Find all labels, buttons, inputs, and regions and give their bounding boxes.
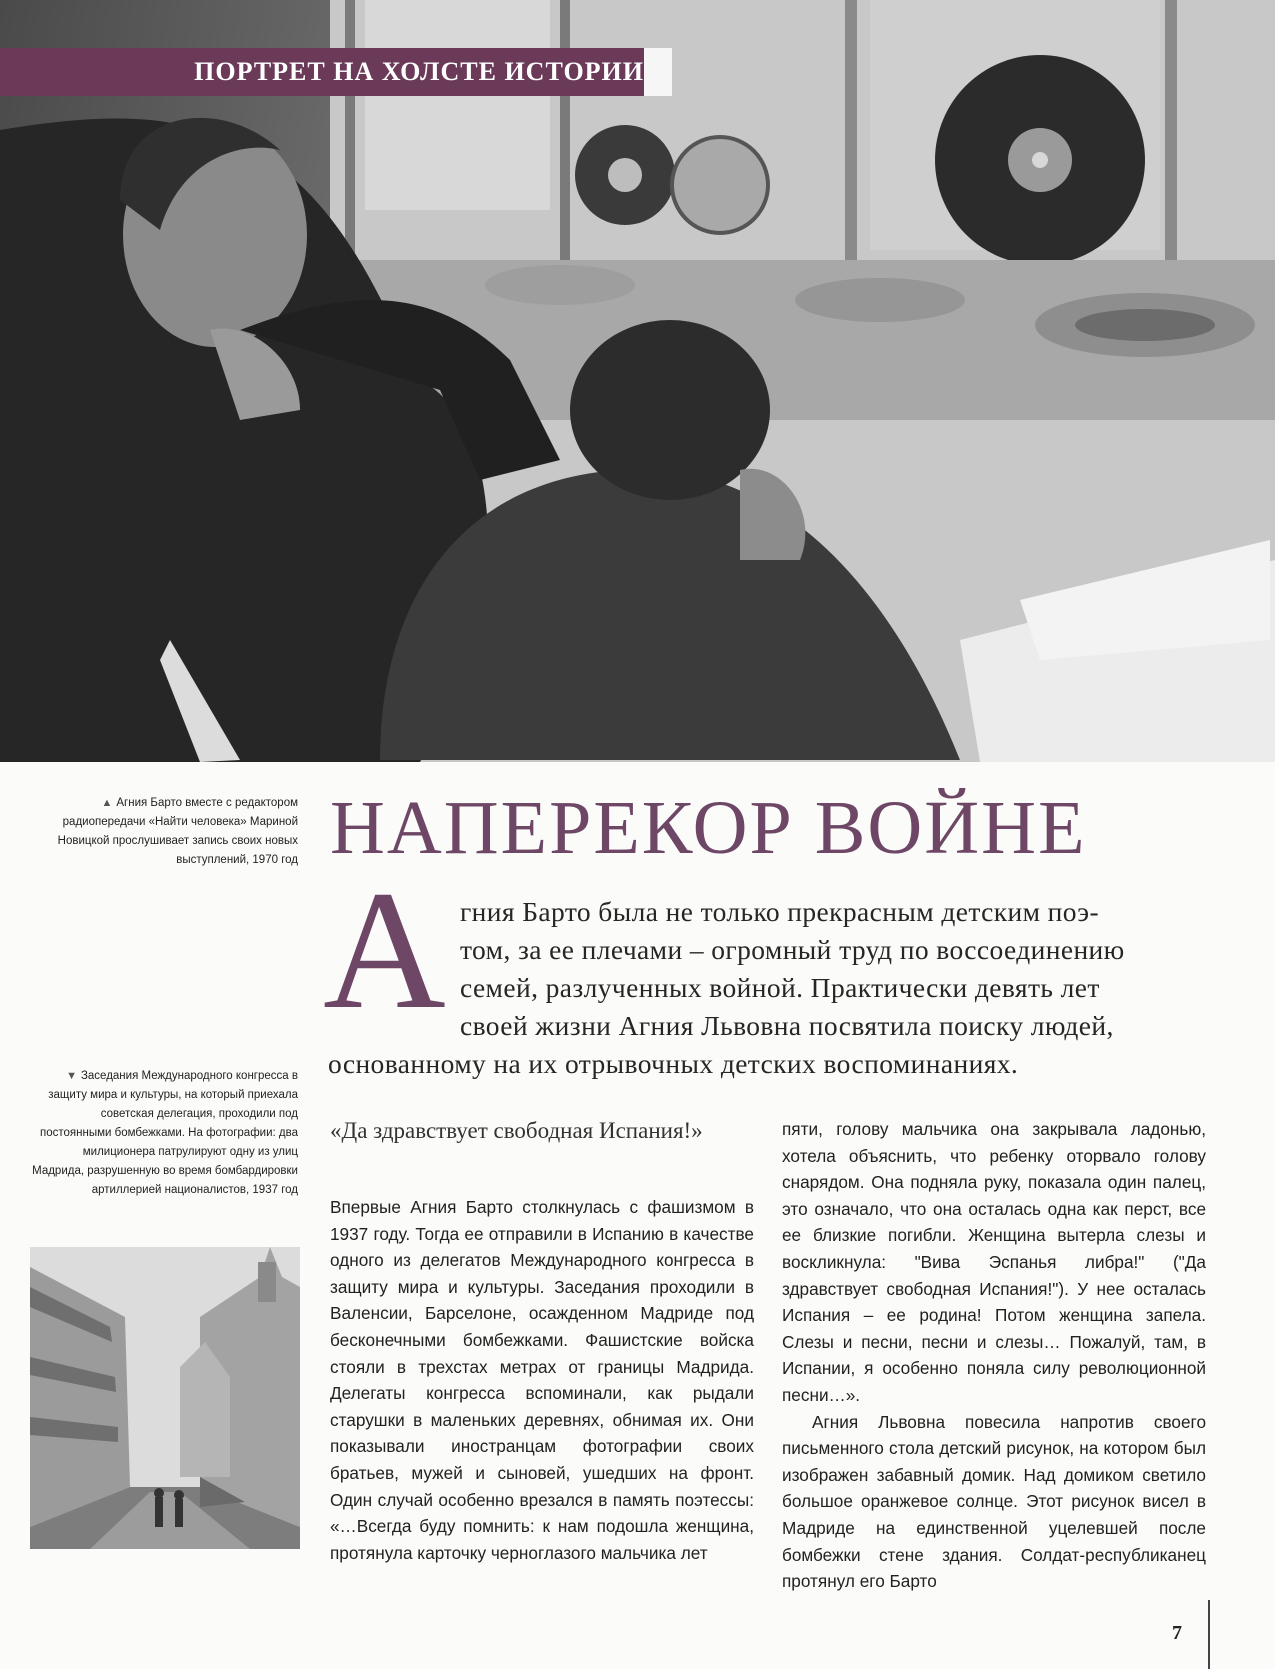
section-rubric: [0, 48, 672, 96]
photo-caption-top: [30, 794, 298, 870]
body-paragraph: Впервые Агния Барто столкнулась с фашизмом в 1937 году. Тогда ее отправили в Испанию в качестве одного из делегатов Международного конгресса в защиту мира и культуры. Заседания проходили в Валенсии, Барселоне, осажденном Мадриде под бесконечными бомбежками. Фашистские войска стояли в трехстах метрах от границы Мадрида. Делегаты конгресса вспоминали, как рыдали старушки в маленьких деревнях, обнимая их. Они показывали иностранцам фотографии своих братьев, мужей и сыновей, ушедших на фронт. Один случай особенно врезался в память поэтессы: «…Всегда буду помнить: к нам подошла женщина, протянула карточку черноглазого мальчика лет: [330, 1197, 754, 1563]
caption-up-arrow-icon: ▲: [101, 797, 113, 809]
lead-line: гния Барто была не только прекрасным детским поэ-: [460, 896, 1100, 927]
body-column-left: [330, 1194, 754, 1566]
caption-down-arrow-icon: ▼: [66, 1070, 77, 1082]
main-photo: [0, 0, 1275, 762]
lead-line: своей жизни Агния Львовна посвятила поиску людей,: [460, 1010, 1114, 1041]
caption-street-text: Заседания Международного конгресса в защиту мира и культуры, на который приехала советская делегация, проходили под постоянными бомбежками. На фотографии: два милиционера патрулируют одну из улиц Мадрида, разрушенную во время бомбардировки артиллерией националистов, 1937 год: [32, 1070, 298, 1196]
page-number: 7: [1172, 1622, 1182, 1644]
body-paragraph: Агния Львовна повесила напротив своего письменного стола детский рисунок, на котором был изображен забавный домик. Над домиком светило большое оранжевое солнце. Этот рисунок висел в Мадриде на единственной уцелевшей после бомбежки стене здания. Солдат-республиканец протянул его Барто: [782, 1411, 1206, 1592]
photo-caption-street: [30, 1067, 298, 1200]
lead-line: том, за ее плечами – огромный труд по воссоединению: [460, 934, 1125, 965]
lead-line: основанному на их отрывочных детских воспоминаниях.: [328, 1048, 1019, 1079]
article-lead: [328, 893, 1246, 1083]
article-title: НАПЕРЕКОР ВОЙНЕ: [330, 786, 1087, 870]
section-subheading: «Да здравствует свободная Испания!»: [330, 1118, 703, 1143]
drop-cap: А: [323, 856, 446, 1044]
caption-top-text: Агния Барто вместе с редактором радиопередачи «Найти человека» Мариной Новицкой прослушивает запись своих новых выступлений, 1970 год: [57, 797, 298, 866]
folio-rule: [1208, 1600, 1210, 1669]
rubric-label: ПОРТРЕТ НА ХОЛСТЕ ИСТОРИИ: [194, 57, 644, 86]
body-paragraph: пяти, голову мальчика она закрывала ладонью, хотела объяснить, что ребенку оторвало голову снарядом. Она подняла руку, показала один палец, это означало, что она осталась одна как перст, все ее близкие погибли. Женщина вытерла слезы и воскликнула: "Вива Эспанья либра!" ("Да здравствует свободная Испания!"). У нее осталась Испания – ее родина! Потом женщина запела. Слезы и песни, песни и слезы… Пожалуй, там, в Испании, я особенно поняла силу революционной песни…».: [782, 1119, 1206, 1405]
body-column-right: [782, 1116, 1206, 1595]
madrid-street-photo: [30, 1247, 300, 1549]
lead-line: семей, разлученных войной. Практически девять лет: [460, 972, 1100, 1003]
rubric-square: [644, 48, 672, 96]
